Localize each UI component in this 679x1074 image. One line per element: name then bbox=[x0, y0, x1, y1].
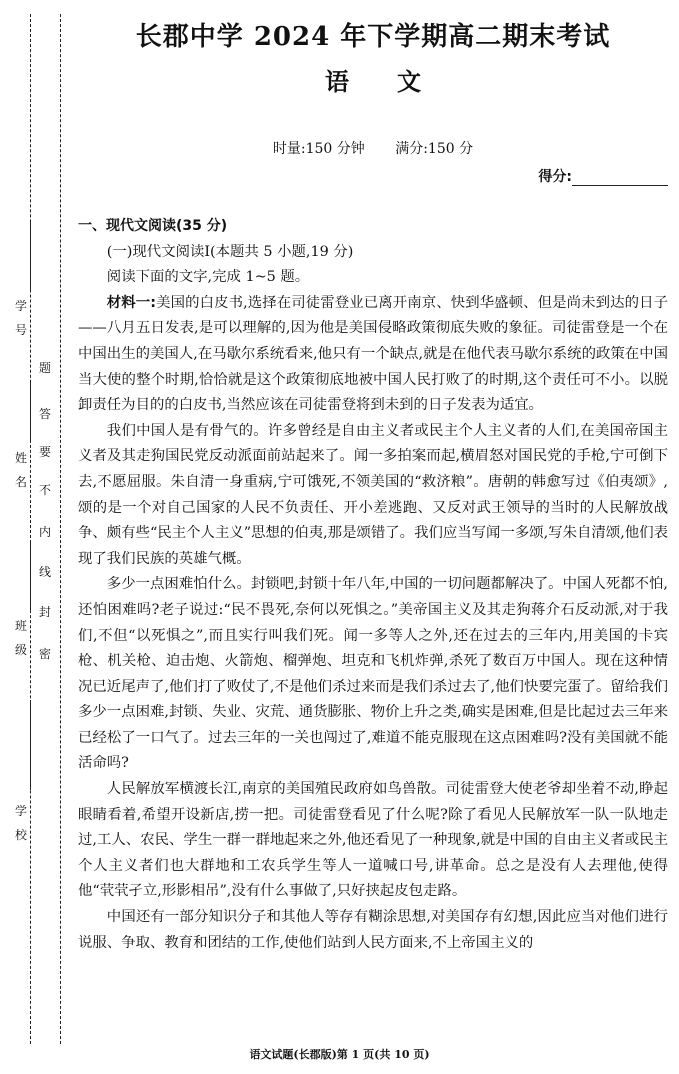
material-label: 材料一: bbox=[106, 294, 157, 311]
reading-section bbox=[78, 214, 668, 956]
school-blank bbox=[30, 700, 31, 790]
time-limit: 时量:150 分钟 bbox=[272, 141, 365, 157]
seal-char-5: 内 bbox=[38, 525, 51, 539]
seal-char-3: 要 bbox=[38, 445, 51, 459]
class-blank bbox=[30, 540, 31, 610]
instruction: 阅读下面的文字,完成 1~5 题。 bbox=[106, 269, 310, 286]
paragraph-5: 中国还有一部分知识分子和其他人等存有糊涂思想,对美国存有幻想,因此应当对他们进行说服、争取、教育和团结的工作,使他们站到人民方面来,不上帝国主义的 bbox=[78, 909, 668, 951]
field-label-class-2: 级 bbox=[14, 643, 27, 657]
score-field bbox=[538, 166, 668, 186]
subsection-title: (一)现代文阅读Ⅰ(本题共 5 小题,19 分) bbox=[106, 243, 354, 260]
paragraph-1-text: 美国的白皮书,选择在司徒雷登业已离开南京、快到华盛顿、但是尚未到达的日子——八月五日发表,是可以理解的,因为他是美国侵略政策彻底失败的象征。司徒雷登是一个在中国出生的美国人,在马歇尔系统看来,他只有一个缺点,就是在他代表马歇尔系统的政策在中国当大使的整个时期,恰恰就是这个政策彻底地被中国人民打败了的时期,这个责任可不小。以脱卸责任为目的的白皮书,当然应该在司徒雷登将到未到的日子发表为适宜。 bbox=[78, 294, 669, 414]
seal-char-7: 封 bbox=[38, 605, 51, 619]
paragraph-3: 多少一点困难怕什么。封锁吧,封锁十年八年,中国的一切问题都解决了。中国人死都不怕,还怕困难吗?老子说过:“民不畏死,奈何以死惧之。”美帝国主义及其走狗蒋介石反动派,对于我们,不但“以死惧之”,而且实行叫我们死。闻一多等人之外,还在过去的三年内,用美国的卡宾枪、机关枪、迫击炮、火箭炮、榴弹炮、坦克和飞机炸弹,杀死了数百万中国人。现在这种情况已近尾声了,他们打了败仗了,不是他们杀过来而是我们杀过去了,他们快要完蛋了。留给我们多少一点困难,封锁、失业、灾荒、通货膨胀、物价上升之类,确实是困难,但是比起过去三年来已经松了一口气了。过去三年的一关也闯过了,难道不能克服现在这点困难吗?没有美国就不能活命吗? bbox=[78, 576, 668, 772]
page-footer: 语文试题(长郡版)第 1 页(共 10 页) bbox=[249, 1048, 430, 1061]
exam-info bbox=[78, 138, 668, 158]
field-label-student-id-1: 学 bbox=[14, 299, 27, 313]
score-blank[interactable] bbox=[572, 171, 668, 186]
field-label-class-1: 班 bbox=[14, 619, 27, 633]
field-label-school-1: 学 bbox=[14, 804, 27, 818]
binding-line-outer bbox=[30, 14, 31, 1044]
binding-line-inner bbox=[60, 14, 61, 1044]
full-score: 满分:150 分 bbox=[395, 141, 474, 157]
seal-char-2: 答 bbox=[38, 407, 51, 421]
seal-char-4: 不 bbox=[38, 483, 51, 497]
score-label: 得分: bbox=[538, 169, 572, 185]
name-blank bbox=[30, 380, 31, 440]
paragraph-1 bbox=[78, 291, 668, 419]
binding-margin bbox=[0, 0, 66, 1074]
paragraph-4: 人民解放军横渡长江,南京的美国殖民政府如鸟兽散。司徒雷登大使老爷却坐着不动,睁起眼睛看着,希望开设新店,捞一把。司徒雷登看见了什么呢?除了看见人民解放军一队一队地走过,工人、农民、学生一群一群地起来之外,他还看见了一种现象,就是中国的自由主义者或民主个人主义者们也大群地和工农兵学生等人一道喊口号,讲革命。总之是没有人去理他,使得他“茕茕孑立,形影相吊”,没有什么事做了,只好挟起皮包走路。 bbox=[78, 781, 668, 900]
seal-char-8: 密 bbox=[38, 647, 51, 661]
field-label-school-2: 校 bbox=[14, 828, 27, 842]
field-label-name-1: 姓 bbox=[14, 451, 27, 465]
field-label-name-2: 名 bbox=[14, 475, 27, 489]
seal-char-6: 线 bbox=[38, 565, 51, 579]
subject-title: 语文 bbox=[325, 67, 469, 96]
exam-title: 长郡中学 2024 年下学期高二期末考试 bbox=[135, 22, 611, 52]
paragraph-2: 我们中国人是有骨气的。许多曾经是自由主义者或民主个人主义者的人们,在美国帝国主义者及其走狗国民党反动派面前站起来了。闻一多拍案而起,横眉怒对国民党的手枪,宁可倒下去,不愿屈服。朱自清一身重病,宁可饿死,不领美国的“救济粮”。唐朝的韩愈写过《伯夷颂》,颂的是一个对自己国家的人民不负责任、开小差逃跑、又反对武王领导的当时的人民解放战争、颇有些“民主个人主义”思想的伯夷,那是颂错了。我们应当写闻一多颂,写朱自清颂,他们表现了我们民族的英雄气概。 bbox=[78, 422, 668, 567]
field-label-student-id-2: 号 bbox=[14, 323, 27, 337]
seal-char-1: 题 bbox=[38, 361, 51, 375]
student-id-blank bbox=[30, 220, 31, 290]
section-title: 一、现代文阅读(35 分) bbox=[78, 218, 228, 234]
